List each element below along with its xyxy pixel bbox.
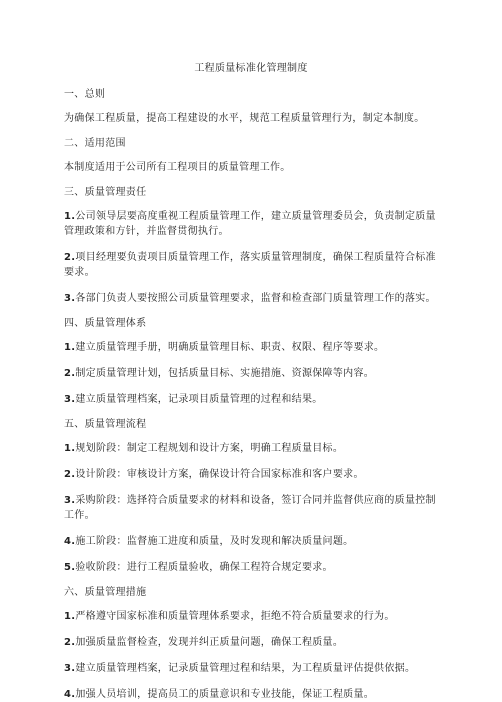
paragraph-number: 2. xyxy=(64,637,76,648)
paragraph-number: 1. xyxy=(64,611,76,622)
paragraph-number: 3. xyxy=(64,394,76,405)
section-heading-responsibility: 三、质量管理责任 xyxy=(64,187,147,198)
paragraph xyxy=(64,661,438,676)
paragraph xyxy=(64,560,438,575)
paragraph-text: 为确保工程质量，提高工程建设的水平，规范工程质量管理行为，制定本制度。 xyxy=(64,113,425,124)
paragraph-number: 1. xyxy=(64,443,76,454)
section-heading-scope: 二、适用范围 xyxy=(64,138,126,149)
paragraph xyxy=(64,250,438,280)
paragraph xyxy=(64,441,438,456)
paragraph-text: 项目经理要负责项目质量管理工作，落实质量管理制度，确保工程质量符合标准要求。 xyxy=(64,252,436,278)
section-heading-process: 五、质量管理流程 xyxy=(64,419,147,430)
paragraph-text: 建立质量管理手册，明确质量管理目标、职责、权限、程序等要求。 xyxy=(75,342,385,353)
paragraph-text: 严格遵守国家标准和质量管理体系要求，拒绝不符合质量要求的行为。 xyxy=(75,611,395,622)
paragraph-text: 加强人员培训，提高员工的质量意识和专业技能，保证工程质量。 xyxy=(75,689,375,700)
paragraph-number: 3. xyxy=(64,495,76,506)
paragraph xyxy=(64,635,438,650)
paragraph xyxy=(64,209,438,239)
paragraph-number: 5. xyxy=(64,562,76,573)
paragraph-number: 3. xyxy=(64,663,76,674)
paragraph xyxy=(64,291,438,306)
paragraph-text: 设计阶段：审核设计方案，确保设计符合国家标准和客户要求。 xyxy=(75,469,364,480)
paragraph-text: 公司领导层要高度重视工程质量管理工作，建立质量管理委员会，负责制定质量管理政策和方针，并监督贯彻执行。 xyxy=(64,211,436,237)
section-heading-general: 一、总则 xyxy=(64,89,106,100)
paragraph xyxy=(64,111,438,126)
paragraph xyxy=(64,392,438,407)
paragraph-text: 建立质量管理档案，记录质量管理过程和结果，为工程质量评估提供依据。 xyxy=(75,663,416,674)
paragraph-text: 施工阶段：监督施工进度和质量，及时发现和解决质量问题。 xyxy=(75,536,354,547)
paragraph xyxy=(64,340,438,355)
paragraph-number: 4. xyxy=(64,689,76,700)
paragraph xyxy=(64,534,438,549)
paragraph xyxy=(64,493,438,523)
paragraph xyxy=(64,687,438,702)
section-heading-measures: 六、质量管理措施 xyxy=(64,587,147,598)
paragraph-number: 2. xyxy=(64,469,76,480)
paragraph-text: 加强质量监督检查，发现并纠正质量问题，确保工程质量。 xyxy=(75,637,344,648)
document-title: 工程质量标准化管理制度 xyxy=(194,63,308,74)
paragraph-number: 1. xyxy=(64,342,76,353)
paragraph-number: 1. xyxy=(64,211,76,222)
section-heading-system: 四、质量管理体系 xyxy=(64,318,147,329)
paragraph-text: 规划阶段：制定工程规划和设计方案，明确工程质量目标。 xyxy=(75,443,344,454)
paragraph-number: 4. xyxy=(64,536,76,547)
paragraph-number: 2. xyxy=(64,368,76,379)
paragraph-text: 各部门负责人要按照公司质量管理要求，监督和检查部门质量管理工作的落实。 xyxy=(75,293,436,304)
paragraph-number: 2. xyxy=(64,252,76,263)
paragraph-text: 采购阶段：选择符合质量要求的材料和设备，签订合同并监督供应商的质量控制工作。 xyxy=(64,495,436,521)
paragraph-text: 验收阶段：进行工程质量验收，确保工程符合规定要求。 xyxy=(75,562,333,573)
paragraph xyxy=(64,609,438,624)
paragraph-text: 本制度适用于公司所有工程项目的质量管理工作。 xyxy=(64,162,291,173)
paragraph xyxy=(64,160,438,175)
paragraph-text: 建立质量管理档案，记录项目质量管理的过程和结果。 xyxy=(75,394,323,405)
paragraph xyxy=(64,467,438,482)
paragraph-text: 制定质量管理计划，包括质量目标、实施措施、资源保障等内容。 xyxy=(75,368,375,379)
paragraph-number: 3. xyxy=(64,293,76,304)
paragraph xyxy=(64,366,438,381)
